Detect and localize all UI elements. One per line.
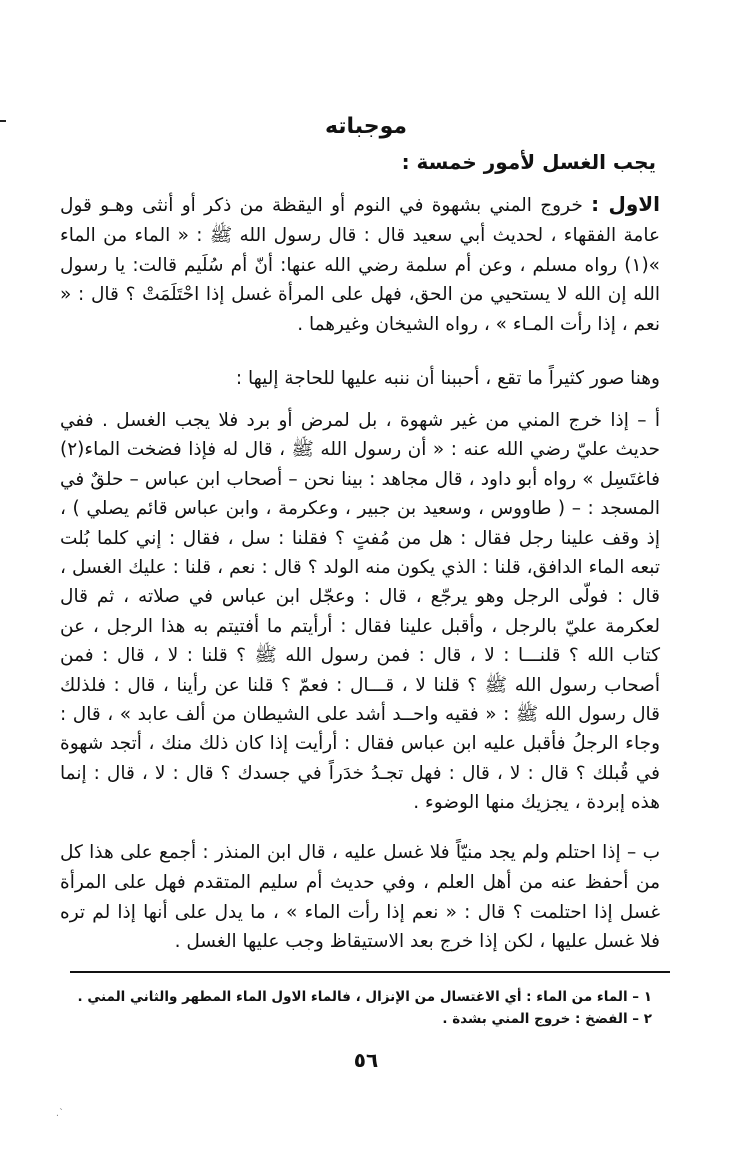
- footnote-divider: [70, 971, 670, 973]
- paragraph-case-a: أ – إذا خرج المني من غير شهوة ، بل لمرض أو برد فلا يجب الغسل . ففي حديث عليّ رضي الله عنه : « أن رسول الله ﷺ ، قال له فإذا فضخت الماء(٢) فاغتَسِل » رواه أبو داود ، قال مجاهد : بينا نحن – أصحاب ابن عباس – حلقٌ في المسجد : – ( طاووس ، وسعيد بن جبير ، وعكرمة ، وابن عباس قائم يصلي ) ، إذ وقف علينا رجل فقال : هل من مُفتٍ ؟ فقلنا : سل ، فقال : إني كلما بُلت تبعه الماء الدافق، قلنا : الذي يكون منه الولد ؟ قال : نعم ، قلنا : عليك الغسل ، قال : فولّى الرجل وهو يرجّع ، قال : وعجّل ابن عباس في صلاته ، ثم قال لعكرمة عليّ بالرجل ، وأقبل علينا فقال : أرأيتم ما أفتيتم به هذا الرجل ، عن كتاب الله ؟ قلنـــا : لا ، قال : فمن رسول الله ﷺ ؟ قلنا : لا ، قال : فمن أصحاب رسول الله ﷺ ؟ قلنا لا ، قـــال : فعمّ ؟ قلنا عن رأينا ، قال : فلذلك قال رسول الله ﷺ : « فقيه واحــد أشد على الشيطان من ألف عابد » ، قال : وجاء الرجلُ فأقبل عليه ابن عباس فقال : أرأيت إذا كان ذلك منك ، أتجد شهوة في قُبلك ؟ قال : لا ، قال : فهل تجـدُ خدَراً في جسدك ؟ قال : لا ، قال : إنما هذه إبردة ، يجزيك منها الوضوء .: [60, 410, 660, 814]
- page-number: ٥٦: [353, 1048, 379, 1072]
- footnote-2: ٢ – الفضخ : خروج المني بشدة .: [442, 1011, 652, 1027]
- paragraph-first-cause: [60, 190, 660, 340]
- footnotes: [72, 986, 652, 1030]
- page-heading: موجباته: [324, 114, 408, 139]
- paragraph-lead: الاول :: [591, 192, 660, 216]
- section-intro: يجب الغسل لأمور خمسة :: [401, 150, 656, 174]
- paragraph-cases-intro: وهنا صور كثيراً ما تقع ، أحببنا أن ننبه عليها للحاجة إليها :: [235, 368, 660, 389]
- scan-corner-mark: `.: [55, 1108, 64, 1119]
- paragraph-case-b: ب – إذا احتلم ولم يجد منيّاً فلا غسل عليه ، قال ابن المنذر : أجمع على هذا كل من أحفظ عنه من أهل العلم ، وفي حديث أم سليم المتقدم فهل على المرأة غسل إذا احتلمت ؟ قال : « نعم إذا رأت الماء » ، ما يدل على أنها إذا لم تره فلا غسل عليها ، لكن إذا خرج بعد الاستيقاظ وجب عليها الغسل .: [60, 842, 660, 953]
- paragraph-text: خروج المني بشهوة في النوم أو اليقظة من ذكر أو أنثى وهـو قول عامة الفقهاء ، لحديث أبي سعيد قال : قال رسول الله ﷺ : « الماء من الماء »(١) رواه مسلم ، وعن أم سلمة رضي الله عنها: أنّ أم سُلَيم قالت: يا رسول الله إن الله لا يستحيي من الحق، فهل على المرأة غسل إذا احْتَلَمَتْ ؟ قال : « نعم ، إذا رأت المـاء » ، رواه الشيخان وغيرهما .: [60, 195, 660, 336]
- footnote-1: ١ – الماء من الماء : أي الاغتسال من الإنزال ، فالماء الاول الماء المطهر والثاني المني .: [77, 989, 652, 1005]
